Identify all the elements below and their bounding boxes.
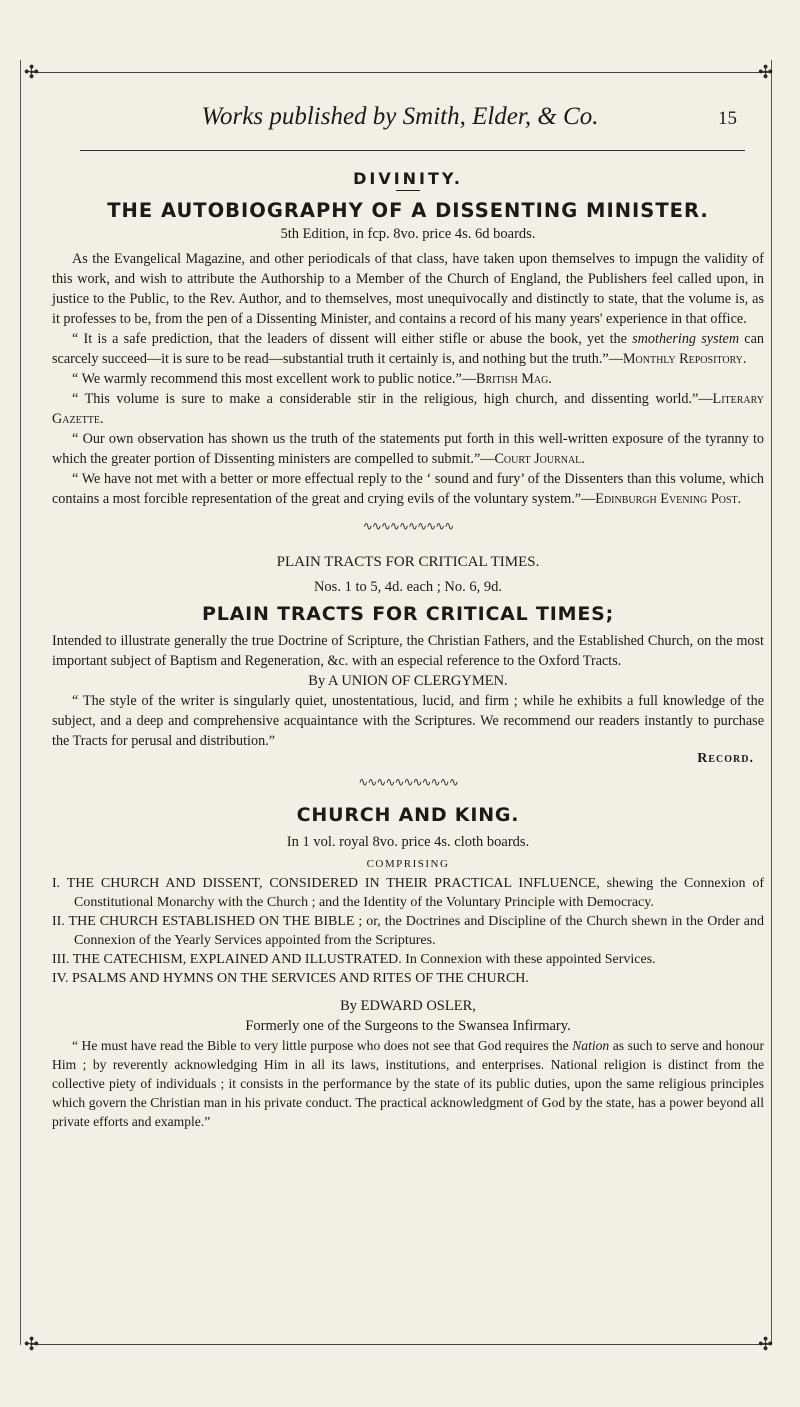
contents-item: III. THE CATECHISM, EXPLAINED AND ILLUSTRATED. In Connexion with these appointed Services. <box>52 952 656 967</box>
contents-item: II. THE CHURCH ESTABLISHED ON THE BIBLE ; or, the Doctrines and Discipline of the Church shewn in the Order and Connexion of the Yearly Services appointed from the Scriptures. <box>52 914 765 948</box>
review: “ He must have read the Bible to very little purpose who does not see that God requires the Nation as such to serve and honour Him ; by reverently acknowledging Him in all its laws, institutions, and enterprises. National religion is distinct from the collective piety of individuals ; it consists in the performance by the state of its public duties, upon the same religious principles which govern the Christian man in his private conduct. The practical acknowledgment of God by the state, has a power beyond all private efforts and example.” <box>52 1038 764 1129</box>
wavy-divider-icon: ∿∿∿∿∿∿∿∿∿∿ <box>362 519 454 533</box>
book-title: PLAIN TRACTS FOR CRITICAL TIMES; <box>201 603 615 625</box>
book-edition: 5th Edition, in fcp. 8vo. price 4s. 6d boards. <box>280 226 536 242</box>
book-title: THE AUTOBIOGRAPHY OF A DISSENTING MINISTER. <box>107 199 709 222</box>
section-heading: DIVINITY. <box>353 169 463 188</box>
review-source: Record. <box>697 751 754 766</box>
contents-item: IV. PSALMS AND HYMNS ON THE SERVICES AND RITES OF THE CHURCH. <box>52 971 529 986</box>
right-border-rule <box>771 60 772 1345</box>
review: “ Our own observation has shown us the truth of the statements put forth in this well-written exposure of the tyranny to which the greater portion of Dissenting ministers are compelled to submit.”—Court Journal. <box>52 431 764 467</box>
running-head: Works published by Smith, Elder, & Co. <box>201 103 599 130</box>
page-number: 15 <box>718 108 737 129</box>
wavy-divider-icon: ∿∿∿∿∿∿∿∿∿∿∿ <box>358 775 458 789</box>
review: “ This volume is sure to make a considerable stir in the religious, high church, and dissenting world.”—Literary Gazette. <box>52 391 764 427</box>
book-author: By A UNION OF CLERGYMEN. <box>308 673 508 689</box>
book-price: Nos. 1 to 5, 4d. each ; No. 6, 9d. <box>313 579 503 595</box>
section-underline <box>396 190 420 191</box>
review: “ The style of the writer is singularly quiet, unostentatious, lucid, and firm ; while he exhibits a full knowledge of the subject, and a deep and comprehensive acquaintance with the Scriptures. We recommend our readers instantly to purchase the Tracts for perusal and distribution.” <box>52 693 764 749</box>
review: “ We have not met with a better or more effectual reply to the ‘ sound and fury’ of the Dissenters than this volume, which contains a most forcible representation of the great and crying evils of the voluntary system.”—Edinburgh Evening Post. <box>52 471 764 507</box>
bottom-border-rule <box>30 1344 770 1345</box>
book-author: By EDWARD OSLER, <box>340 998 476 1014</box>
comprising-label: COMPRISING <box>366 858 450 870</box>
top-border-rule <box>30 72 770 73</box>
corner-ornament-icon: ✣ <box>758 1334 774 1354</box>
book-title: CHURCH AND KING. <box>296 804 520 826</box>
header-rule <box>80 150 745 151</box>
left-border-rule <box>20 60 21 1345</box>
review: “ It is a safe prediction, that the leaders of dissent will either stifle or abuse the book, yet the smothering system can scarcely succeed—it is sure to be read—substantial truth it certainly is, and nothing but the truth.”—Monthly Repository. <box>52 331 764 367</box>
review: “ We warmly recommend this most excellent work to public notice.”—British Mag. <box>72 371 552 387</box>
book-description: As the Evangelical Magazine, and other periodicals of that class, have taken upon themselves to impugn the validity of this work, and wish to attribute the Authorship to a Member of the Church of England, the Publishers feel called upon, in justice to the Public, to the Rev. Author, and to themselves, most unequivocally and distinctly to state, that the volume is, as it professes to be, from the pen of a Dissenting Minister, and contains a record of his many years' experience in that office. <box>52 251 764 327</box>
contents-item: I. THE CHURCH AND DISSENT, CONSIDERED IN THEIR PRACTICAL INFLUENCE, shewing the Connexion of Constitutional Monarchy with the Church ; and the Identity of the Voluntary Principle with Democracy. <box>52 876 765 910</box>
book-small-title: PLAIN TRACTS FOR CRITICAL TIMES. <box>276 554 540 570</box>
book-description: Intended to illustrate generally the true Doctrine of Scripture, the Christian Fathers, and the Established Church, on the most important subject of Baptism and Regeneration, &c. with an especial reference to the Oxford Tracts. <box>52 633 764 669</box>
corner-ornament-icon: ✣ <box>24 62 40 82</box>
corner-ornament-icon: ✣ <box>24 1334 40 1354</box>
book-edition: In 1 vol. royal 8vo. price 4s. cloth boards. <box>286 834 530 850</box>
author-description: Formerly one of the Surgeons to the Swansea Infirmary. <box>245 1018 571 1034</box>
corner-ornament-icon: ✣ <box>758 62 774 82</box>
page-content <box>52 165 764 1131</box>
